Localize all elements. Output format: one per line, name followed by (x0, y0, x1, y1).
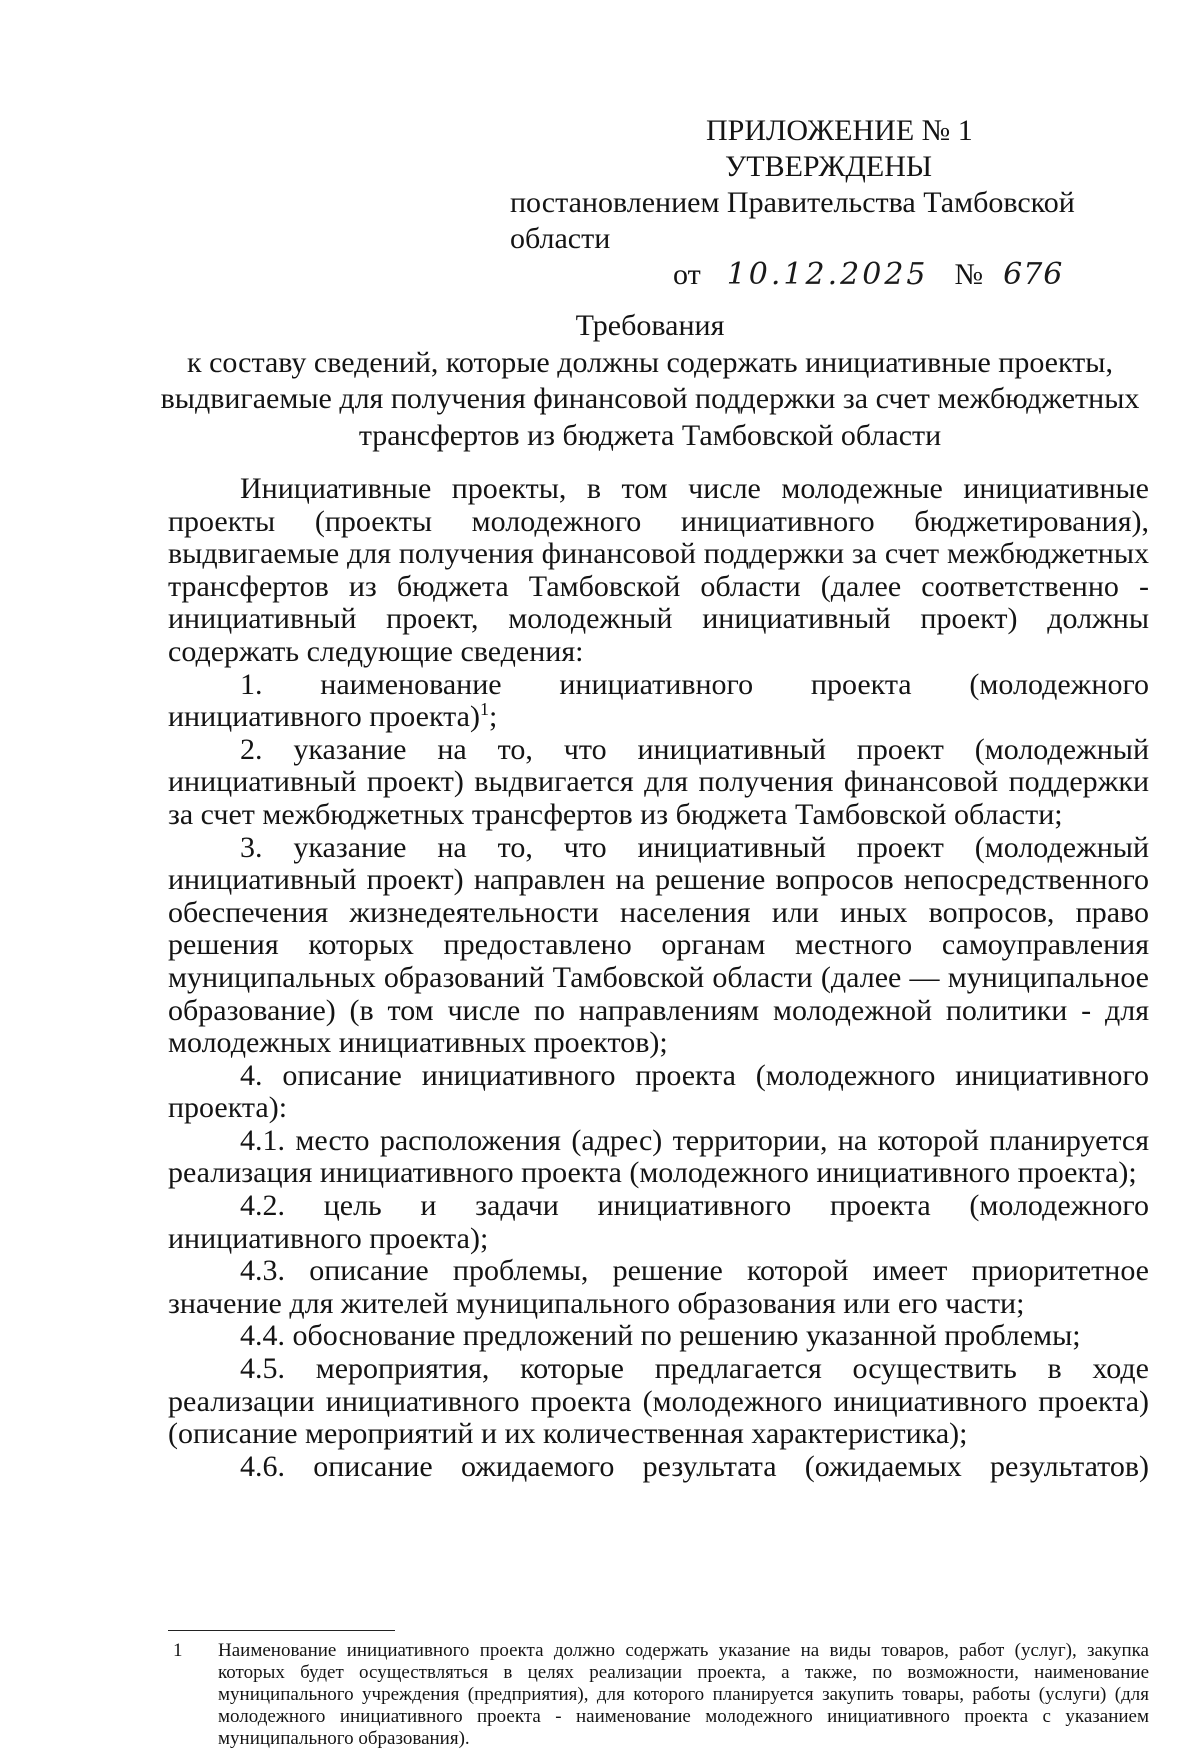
handwritten-date: 10.12.2025 (726, 257, 929, 292)
appendix-number: ПРИЛОЖЕНИЕ № 1 (706, 114, 973, 147)
from-label: от (673, 258, 701, 291)
resolution-line: постановлением Правительства Тамбовской области (510, 186, 1075, 255)
item-4-3: 4.3. описание проблемы, решение которой имеет приоритетное значение для жителей муниципального образования или его части; (168, 1254, 1149, 1320)
footnote-number: 1 (173, 1640, 183, 1661)
item-4-1: 4.1. место расположения (адрес) территории, на которой планируется реализация инициативного проекта (молодежного инициативного проекта); (168, 1123, 1149, 1190)
approval-block (500, 113, 1140, 293)
item-1-text: 1. наименование инициативного проекта (молодежного инициативного проекта) (168, 667, 1149, 734)
item-4-5: 4.5. мероприятия, которые предлагается осуществить в ходе реализации инициативного проекта (молодежного инициативного проекта) (описание мероприятий и их количественная характеристика); (168, 1352, 1149, 1451)
approved-label: УТВЕРЖДЕНЫ (725, 150, 933, 183)
item-1 (168, 669, 1149, 734)
title-subheading: к составу сведений, которые должны содержать инициативные проекты, выдвигаемые для получения финансовой поддержки за счет межбюджетных трансфертов из бюджета Тамбовской области (160, 345, 1140, 452)
item-2: 2. указание на то, что инициативный проект (молодежный инициативный проект) выдвигается для получения финансовой поддержки за счет межбюджетных трансфертов из бюджета Тамбовской области; (168, 732, 1149, 831)
document-body (168, 473, 1149, 1483)
date-number-line (500, 257, 1140, 293)
intro-paragraph: Инициативные проекты, в том числе молодежные инициативные проекты (проекты молодежного инициативного бюджетирования), выдвигаемые для получения финансовой поддержки за счет межбюджетных трансфертов из бюджета Тамбовской области (далее соответственно - инициативный проект, молодежный инициативный проект) должны содержать следующие сведения: (168, 472, 1149, 668)
number-label: № (954, 258, 984, 291)
item-3: 3. указание на то, что инициативный проект (молодежный инициативный проект) направлен на решение вопросов непосредственного обеспечения жизнедеятельности населения или иных вопросов, право решения которых предоставлено органам местного самоуправления муниципальных образований Тамбовской области (далее — муниципальное образование) (в том числе по направлениям молодежной политики - для молодежных инициативных проектов); (168, 830, 1149, 1060)
item-4: 4. описание инициативного проекта (молодежного инициативного проекта): (168, 1058, 1149, 1125)
document-title (160, 308, 1140, 454)
item-4-4: 4.4. обоснование предложений по решению указанной проблемы; (240, 1319, 1081, 1353)
footnote-reference: 1 (479, 699, 489, 720)
item-4-2: 4.2. цель и задачи инициативного проекта (молодежного инициативного проекта); (168, 1189, 1149, 1255)
title-heading: Требования (575, 309, 725, 342)
footnote-divider (168, 1630, 395, 1631)
footnote-text: Наименование инициативного проекта должно содержать указание на виды товаров, работ (услуг), закупка которых будет осуществляться в целях реализации проекта, а также, по возможности, наименование муниципального учреждения (предприятия), для которого планируется закупить товары, работы (услуги) (для молодежного инициативного проекта - наименование молодежного инициативного проекта с указанием муниципального образования). (218, 1640, 1149, 1749)
item-4-6: 4.6. описание ожидаемого результата (ожидаемых результатов) (240, 1449, 1149, 1483)
handwritten-number: 676 (1003, 257, 1064, 292)
item-1-end: ; (488, 700, 498, 734)
footnote (168, 1640, 1149, 1750)
